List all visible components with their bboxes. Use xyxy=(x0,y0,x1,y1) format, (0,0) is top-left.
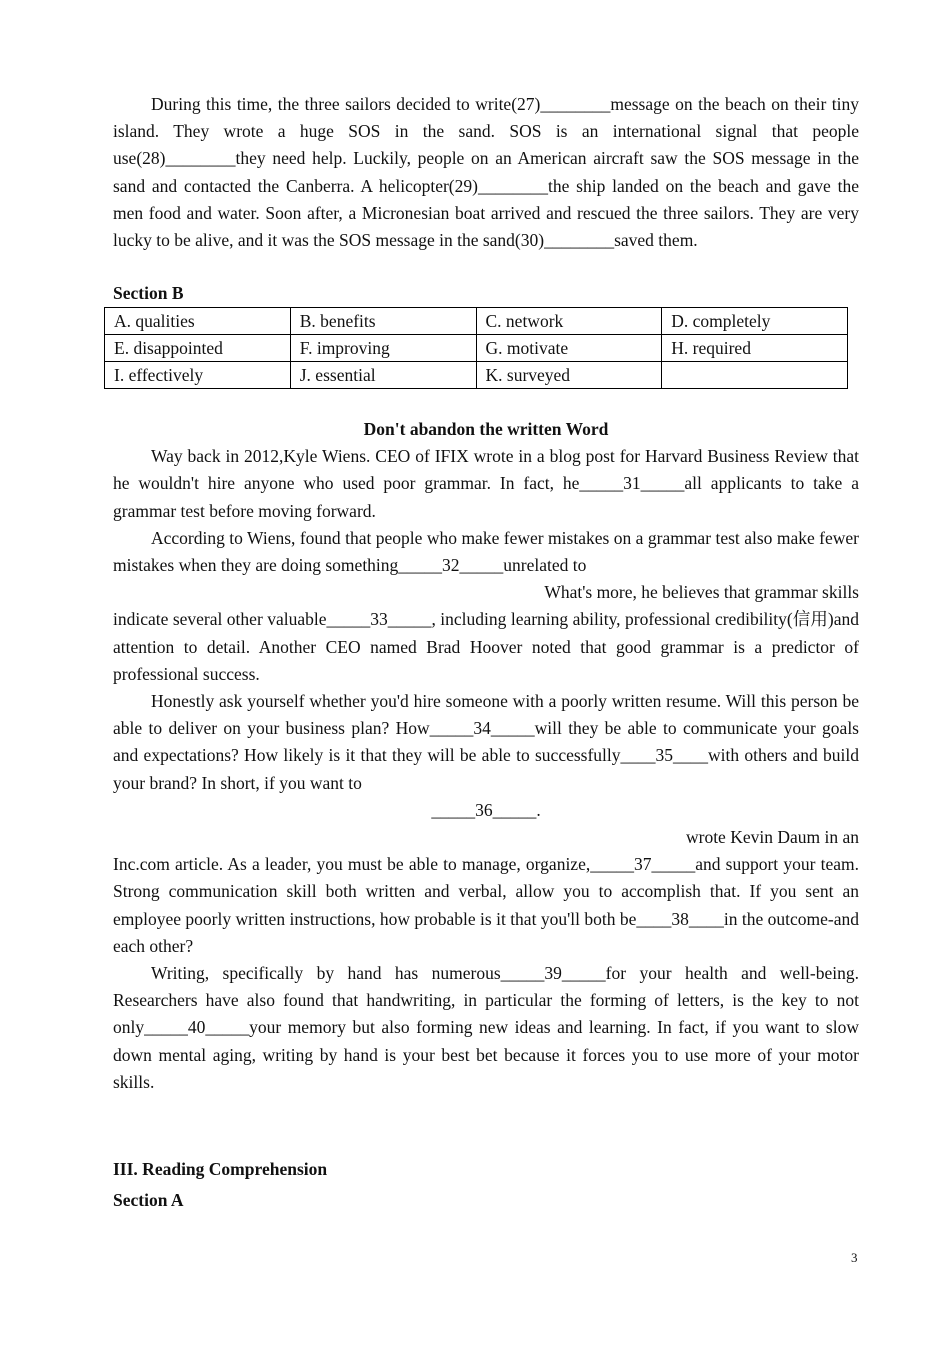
option-cell: I. effectively xyxy=(105,362,291,389)
page-number: 3 xyxy=(851,1250,858,1265)
passage-paragraph-2b: What's more, he believes that grammar skills xyxy=(544,582,859,603)
option-cell: A. qualities xyxy=(105,308,291,335)
section-b-heading: Section B xyxy=(113,283,184,304)
passage-a-paragraph: During this time, the three sailors decided to write(27)________message on the beach on their tiny island. They wrote a huge SOS in the sand. SOS is an international signal that people use(28)________they need help. Luckily, people on an American aircraft saw the SOS message in the sand and contacted the Canberra. A helicopter(29)________the ship landed on the beach and gave the men food and water. Soon after, a Micronesian boat arrived and rescued the three sailors. They are very lucky to be alive, and it was the SOS message in the sand(30)________saved them. xyxy=(113,94,859,251)
passage-paragraph-3a: Honestly ask yourself whether you'd hire someone with a poorly written resume. Will this person be able to deliver on your business plan? How_____34_____will they be able to communicate your goals and expectations? How likely is it that they will be able to successfully____35____with others and build your brand? In short, if you want to xyxy=(113,691,859,793)
option-cell xyxy=(662,362,848,389)
passage-paragraph-2c: indicate several other valuable_____33_____, including learning ability, professional credibility(信用)and attention to detail. Another CEO named Brad Hoover noted that good grammar is a predictor of professional success. xyxy=(113,609,859,684)
option-cell: F. improving xyxy=(290,335,476,362)
passage-paragraph-3c: wrote Kevin Daum in an xyxy=(685,827,859,848)
passage-paragraph-3d: Inc.com article. As a leader, you must be able to manage, organize,_____37_____and support your team. Strong communication skill both written and verbal, allow you to accomplish that. If you sent an employee poorly written instructions, how probable is it that you'll both be____38____in the outcome-and each other? xyxy=(113,854,859,956)
passage-paragraph-4: Writing, specifically by hand has numerous_____39_____for your health and well-being. Researchers have also found that handwriting, in particular the forming of letters, is the key to not only_____40_____your memory but also forming new ideas and learning. In fact, if you want to slow down mental aging, writing by hand is your best bet because it forces you to use more of your motor skills. xyxy=(113,963,859,1092)
passage-blank-36: _____36_____. xyxy=(431,799,541,820)
document-page xyxy=(113,88,859,1216)
passage-paragraph-2a: According to Wiens, found that people who make fewer mistakes on a grammar test also make fewer mistakes when they are doing something_____32_____unrelated to xyxy=(113,527,859,576)
section-a-heading: Section A xyxy=(113,1190,184,1211)
option-cell: E. disappointed xyxy=(105,335,291,362)
table-row xyxy=(105,308,848,335)
passage-title: Don't abandon the written Word xyxy=(363,419,609,440)
option-cell: J. essential xyxy=(290,362,476,389)
option-cell: K. surveyed xyxy=(476,362,662,389)
table-row xyxy=(105,362,848,389)
table-row xyxy=(105,335,848,362)
option-cell: C. network xyxy=(476,308,662,335)
option-cell: H. required xyxy=(662,335,848,362)
option-cell: B. benefits xyxy=(290,308,476,335)
option-cell: D. completely xyxy=(662,308,848,335)
word-options-table xyxy=(104,307,848,389)
passage-paragraph-1: Way back in 2012,Kyle Wiens. CEO of IFIX wrote in a blog post for Harvard Business Review that he wouldn't hire anyone who used poor grammar. In fact, he_____31_____all applicants to take a grammar test before moving forward. xyxy=(113,446,859,521)
option-cell: G. motivate xyxy=(476,335,662,362)
section-iii-heading: III. Reading Comprehension xyxy=(113,1159,328,1180)
